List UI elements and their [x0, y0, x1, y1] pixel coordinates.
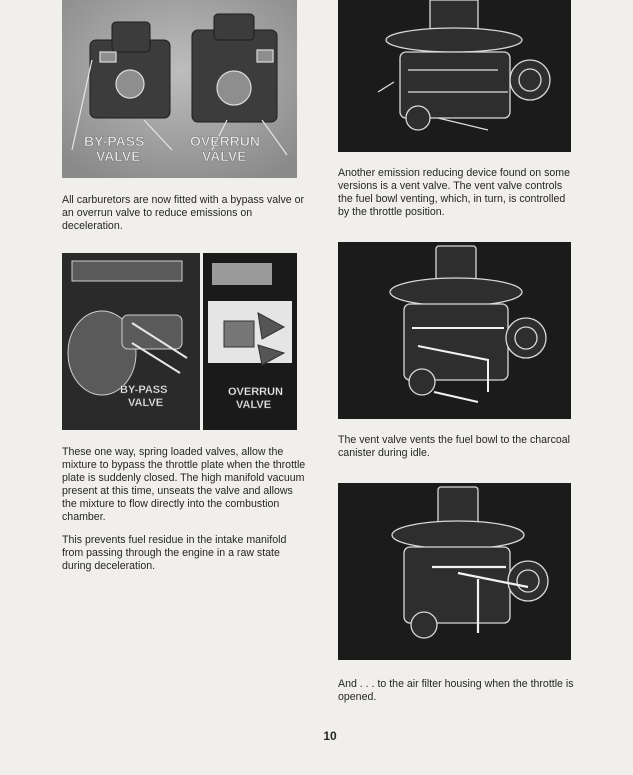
carburetors-illustration [62, 0, 297, 178]
valves-closeup-photo [62, 253, 297, 430]
air-filter-vent-illustration [338, 483, 571, 660]
bypass-label-line1: BY-PASS [84, 133, 145, 149]
caption-fig1: All carburetors are now fitted with a bypass valve or an overrun valve to reduce emissions on deceleration. [62, 194, 305, 232]
fuel-bowl-vent-photo [338, 242, 571, 419]
caption-fig5: And . . . to the air filter housing when the throttle is opened. [338, 678, 574, 703]
caption-fig2-p1: These one way, spring loaded valves, allow the mixture to bypass the throttle plate when the throttle plate is suddenly closed. The high manifold vacuum present at this time, unseats the valve and allows the mixture to flow directly into the combustion chamber. [62, 446, 306, 523]
caption-fig2-p2: This prevents fuel residue in the intake manifold from passing through the engine in a raw state during deceleration. [62, 534, 287, 572]
overrun-label-line1: OVERRUN [228, 386, 284, 398]
overrun-label-line2: VALVE [236, 399, 272, 411]
overrun-label-line2: VALVE [202, 148, 247, 164]
page-number: 10 [323, 729, 337, 743]
bypass-label-line2: VALVE [96, 148, 141, 164]
caption-fig4: The vent valve vents the fuel bowl to the charcoal canister during idle. [338, 434, 571, 459]
vent-valve-carburetor-photo [338, 0, 571, 152]
air-filter-vent-photo [338, 483, 571, 660]
bypass-label-line2: VALVE [128, 397, 164, 409]
fuel-bowl-vent-illustration [338, 242, 571, 419]
carburetors-photo [62, 0, 297, 178]
vent-valve-carburetor-illustration [338, 0, 571, 152]
overrun-label-line1: OVERRUN [190, 133, 261, 149]
bypass-label-line1: BY-PASS [120, 384, 168, 396]
caption-fig3: Another emission reducing device found on some versions is a vent valve. The vent valve controls the fuel bowl venting, which, in turn, is controlled by the throttle position. [338, 167, 571, 218]
valves-closeup-illustration [62, 253, 297, 430]
